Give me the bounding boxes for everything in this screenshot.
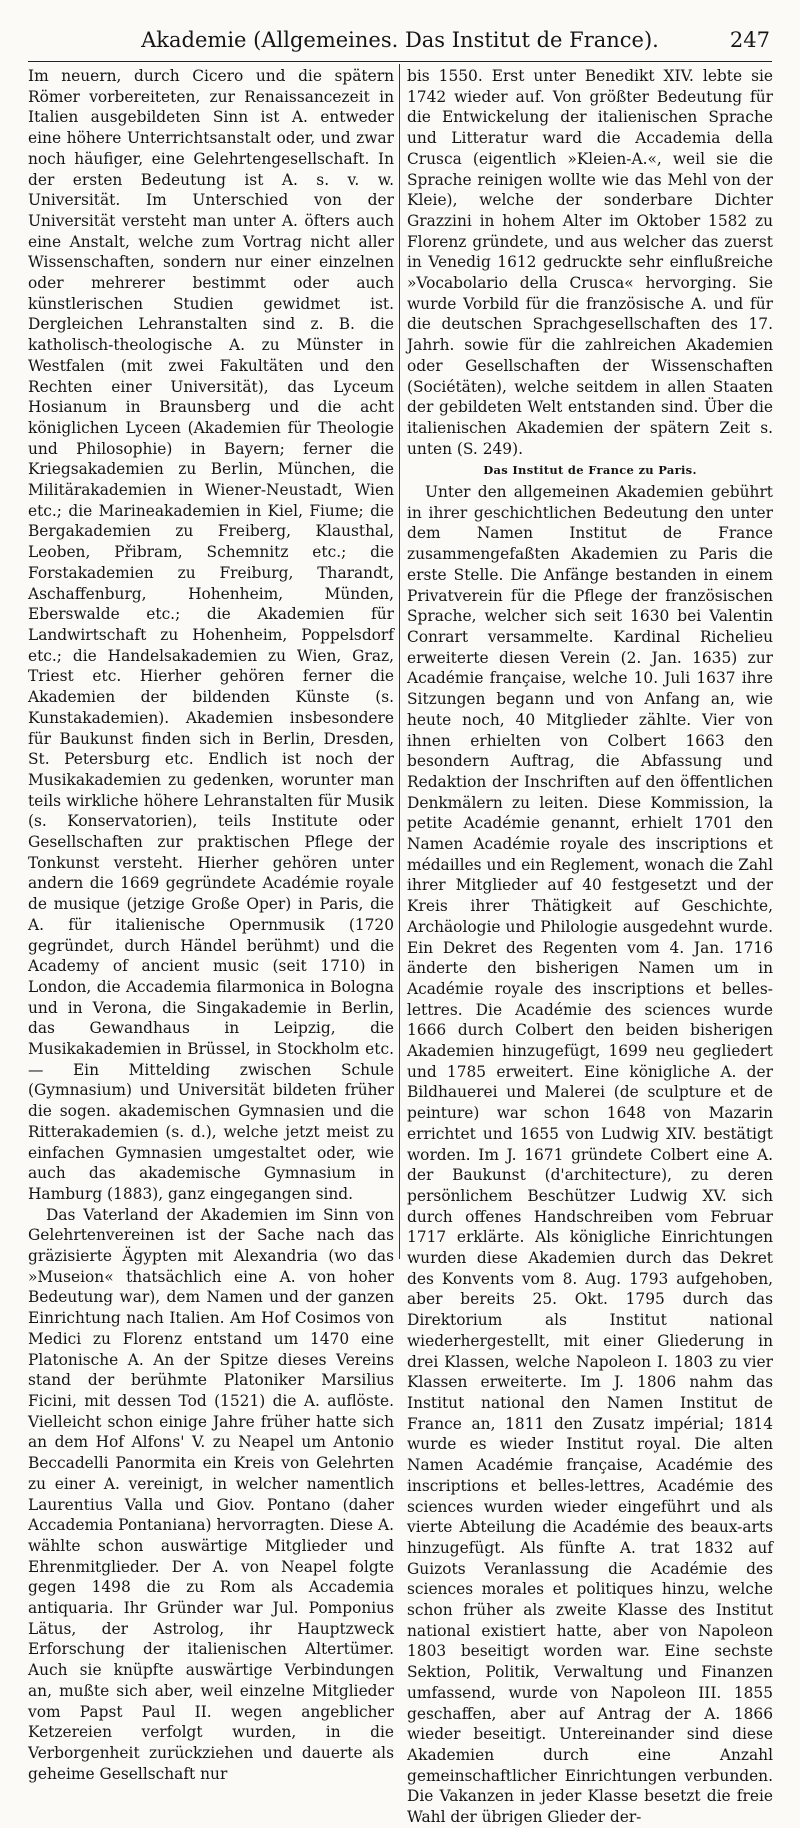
running-title: Akademie (Allgemeines. Das Institut de France).	[141, 28, 659, 52]
right-column	[407, 66, 773, 1827]
page-number: 247	[729, 28, 770, 52]
section-heading: Das Institut de France zu Paris.	[483, 463, 697, 478]
header-rule	[28, 61, 772, 62]
column-separator	[399, 64, 400, 1259]
paragraph-continuation: bis 1550. Erst unter Benedikt XIV. lebte sie 1742 wieder auf. Von größter Bedeutung für die Entwickelung der italienischen Sprache und Litteratur ward die Accademia della Crusca (eigentlich »Kleien-A.«, weil sie die Sprache reinigen wollte wie das Mehl von der Kleie), welche der sonderbare Dichter Grazzini in hohem Alter im Oktober 1582 zu Florenz gründete, und aus welcher das zuerst in Venedig 1612 gedruckte sehr einflußreiche »Vocabolario della Crusca« hervorging. Sie wurde Vorbild für die französische A. und für die deutschen Sprachgesellschaften des 17. Jahrh. sowie für die zahlreichen Akademien oder Gesellschaften der Wissenschaften (Sociétäten), welche seitdem in allen Staaten der gebildeten Welt entstanden sind. Über die italienischen Akademien der spätern Zeit s. unten (S. 249).	[407, 67, 773, 458]
page-header	[28, 22, 772, 58]
paragraph-academy-history: Das Vaterland der Akademien im Sinn von Gelehrtenvereinen ist der Sache nach das gräzisierte Ägypten mit Alexandria (wo das »Museion« thatsächlich eine A. von hoher Bedeutung war), dem Namen und der ganzen Einrichtung nach Italien. Am Hof Cosimos von Medici zu Florenz entstand um 1470 eine Platonische A. An der Spitze dieses Vereins stand der berühmte Platoniker Marsilius Ficini, mit dessen Tod (1521) die A. auflöste. Vielleicht schon einige Jahre früher hatte sich an dem Hof Alfons' V. zu Neapel um Antonio Beccadelli Panormita ein Kreis von Gelehrten zu einer A. vereinigt, in welcher namentlich Laurentius Valla und Giov. Pontano (daher Accademia Pontaniana) hervorragten. Diese A. wählte schon auswärtige Mitglieder und Ehrenmitglieder. Der A. von Neapel folgte gegen 1498 die zu Rom als Accademia antiquaria. Ihr Gründer war Jul. Pomponius Lätus, der Astrolog, ihr Hauptzweck Erforschung der italienischen Altertümer. Auch sie knüpfte auswärtige Verbindungen an, mußte sich aber, weil einzelne Mitglieder vom Papst Paul II. wegen angeblicher Ketzereien verfolgt wurden, in die Verborgenheit zurückziehen und dauerte als geheime Gesellschaft nur	[28, 1205, 394, 1783]
paragraph-institut-de-france: Unter den allgemeinen Akademien gebührt in ihrer geschichtlichen Bedeutung den unter dem Namen Institut de France zusammengefaßten Akademien zu Paris die erste Stelle. Die Anfänge bestanden in einem Privatverein für die Pflege der französischen Sprache, welcher sich seit 1630 bei Valentin Conrart versammelte. Kardinal Richelieu erweiterte diesen Verein (2. Jan. 1635) zur Académie française, welche 10. Juli 1637 ihre Sitzungen begann und von Anfang an, wie heute noch, 40 Mitglieder zählte. Vier von ihnen erhielten von Colbert 1663 den besondern Auftrag, die Abfassung und Redaktion der Inschriften auf den öffentlichen Denkmälern zu leiten. Diese Kommission, la petite Académie genannt, erhielt 1701 den Namen Académie royale des inscriptions et médailles und ein Reglement, wonach die Zahl ihrer Mitglieder auf 40 festgesetzt und der Kreis ihrer Thätigkeit auf Geschichte, Archäologie und Philologie ausgedehnt wurde. Ein Dekret des Regenten vom 4. Jan. 1716 änderte den bisherigen Namen um in Académie royale des inscriptions et belles-lettres. Die Académie des sciences wurde 1666 durch Colbert den beiden bisherigen Akademien hinzugefügt, 1699 neu gegliedert und 1785 erweitert. Eine königliche A. der Bildhauerei und Malerei (de sculpture et de peinture) war schon 1648 von Mazarin errichtet und 1655 von Ludwig XIV. bestätigt worden. Im J. 1671 gründete Colbert eine A. der Baukunst (d'architecture), zu deren persönlichem Beschützer Ludwig XV. sich durch offenes Handschreiben vom Februar 1717 erklärte. Als königliche Einrichtungen wurden diese Akademien durch das Dekret des Konvents vom 8. Aug. 1793 aufgehoben, aber bereits 25. Okt. 1795 durch das Direktorium als Institut national wiederhergestellt, mit einer Gliederung in drei Klassen, welche Napoleon I. 1803 zu vier Klassen erweiterte. Im J. 1806 nahm das Institut national den Namen Institut de France an, 1811 den Zusatz impérial; 1814 wurde es wieder Institut royal. Die alten Namen Académie française, Académie des inscriptions et belles-lettres, Académie des sciences wurden wieder eingeführt und als vierte Abteilung die Académie des beaux-arts hinzugefügt. Als fünfte A. trat 1832 auf Guizots Veranlassung die Académie des sciences morales et politiques hinzu, welche schon früher als zweite Klasse des Institut national existiert hatte, aber von Napoleon 1803 beseitigt worden war. Eine sechste Sektion, Politik, Verwaltung und Finanzen umfassend, wurde von Napoleon III. 1855 geschaffen, aber auf Antrag der A. 1866 wieder beseitigt. Untereinander sind diese Akademien durch eine Anzahl gemeinschaftlicher Einrichtungen verbunden. Die Vakanzen in jeder Klasse besetzt die freie Wahl der übrigen Glieder der-	[407, 483, 773, 1827]
left-column	[28, 66, 394, 1783]
paragraph-academy-meaning: Im neuern, durch Cicero und die spätern Römer vorbereiteten, zur Renaissancezeit in Italien ausgebildeten Sinn ist A. entweder eine höhere Unterrichtsanstalt oder, und zwar noch häufiger, eine Gelehrtengesellschaft. In der ersten Bedeutung ist A. s. v. w. Universität. Im Unterschied von der Universität versteht man unter A. öfters auch eine Anstalt, welche zum Vortrag nicht aller Wissenschaften, sondern nur einer einzelnen oder mehrerer bestimmt oder auch künstlerischen Studien gewidmet ist. Dergleichen Lehranstalten sind z. B. die katholisch-theologische A. zu Münster in Westfalen (mit zwei Fakultäten und den Rechten einer Universität), das Lyceum Hosianum in Braunsberg und die acht königlichen Lyceen (Akademien für Theologie und Philosophie) in Bayern; ferner die Kriegsakademien zu Berlin, München, die Militärakademien in Wiener-Neustadt, Wien etc.; die Marineakademien in Kiel, Fiume; die Bergakademien zu Freiberg, Klausthal, Leoben, Přibram, Schemnitz etc.; die Forstakademien zu Freiburg, Tharandt, Aschaffenburg, Hohenheim, Münden, Eberswalde etc.; die Akademien für Landwirtschaft zu Hohenheim, Poppelsdorf etc.; die Handelsakademien zu Wien, Graz, Triest etc. Hierher gehören ferner die Akademien der bildenden Künste (s. Kunstakademien). Akademien insbesondere für Baukunst finden sich in Berlin, Dresden, St. Petersburg etc. Endlich ist noch der Musikakademien zu gedenken, worunter man teils wirkliche höhere Lehranstalten für Musik (s. Konservatorien), teils Institute oder Gesellschaften zur praktischen Pflege der Tonkunst versteht. Hierher gehören unter andern die 1669 gegründete Académie royale de musique (jetzige Große Oper) in Paris, die A. für italienische Opernmusik (1720 gegründet, durch Händel berühmt) und die Academy of ancient music (seit 1710) in London, die Accademia filarmonica in Bologna und in Verona, die Singakademie in Berlin, das Gewandhaus in Leipzig, die Musikakademien in Brüssel, in Stockholm etc. — Ein Mittelding zwischen Schule (Gymnasium) und Universität bildeten früher die sogen. akademischen Gymnasien und die Ritterakademien (s. d.), welche jetzt meist zu einfachen Gymnasien umgestaltet oder, wie auch das akademische Gymnasium in Hamburg (1883), ganz eingegangen sind.	[28, 67, 394, 1203]
